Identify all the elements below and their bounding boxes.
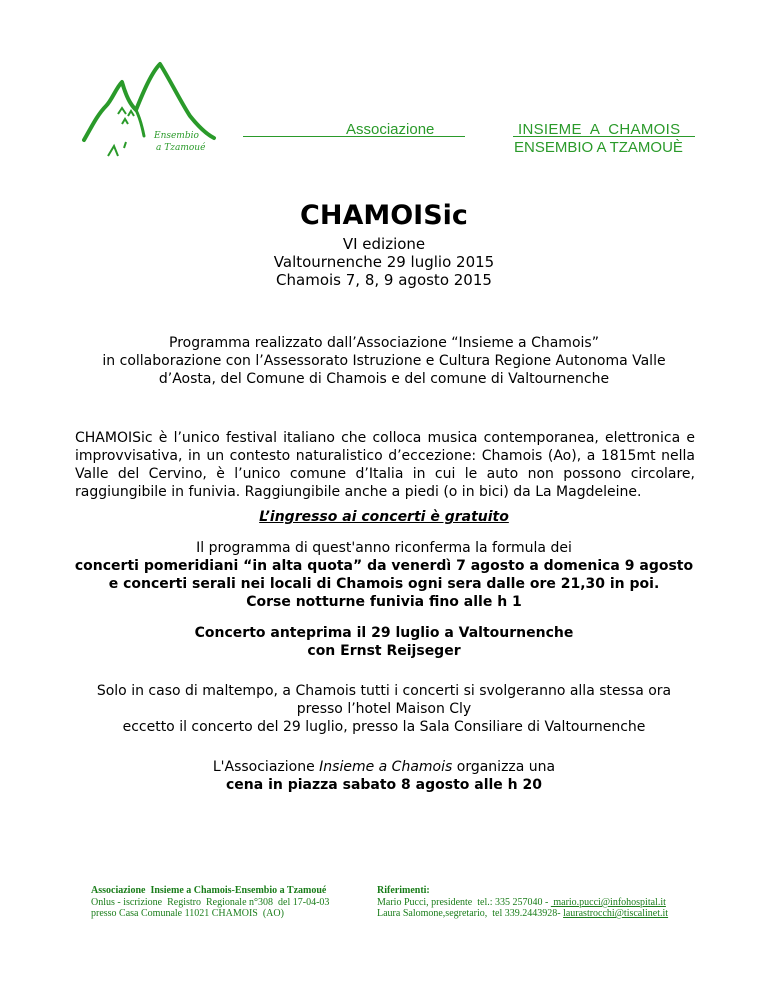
mountain-outline (84, 64, 214, 140)
dinner-suffix: organizza una (452, 759, 556, 775)
festival-description: CHAMOISic è l’unico festival italiano che colloca musica contemporanea, elettronica e improvvisativa, in un contesto naturalistico d’eccezione: Chamois (Ao), a 1815mt nella Valle del Cervino, è l’unico comune d’Italia in cui le auto non possono circolare, raggiungibile in funivia. Raggiungibile anche a piedi (o in bici) da La Magdeleine. (75, 430, 695, 500)
formula-intro: Il programma di quest'anno riconferma la formula dei (196, 540, 572, 556)
association-name-alt: ENSEMBIO A TZAMOUÈ (514, 139, 683, 156)
formula-line-2: e concerti serali nei locali di Chamois ogni sera dalle ore 21,30 in poi. (108, 576, 660, 592)
email-link-laura[interactable]: laurastrocchi@tiscalinet.it (563, 908, 669, 919)
association-name: INSIEME A CHAMOIS (518, 121, 681, 138)
bad-weather-line-1: Solo in caso di maltempo, a Chamois tutti i concerti si svolgeranno alla stessa ora (96, 683, 672, 699)
event-date-1: Valtournenche 29 luglio 2015 (273, 253, 495, 271)
event-edition: VI edizione (342, 235, 426, 253)
program-line-1: Programma realizzato dall’Associazione “Insieme a Chamois” (169, 335, 599, 351)
dinner-prefix: L'Associazione (212, 759, 320, 775)
association-logo (78, 60, 218, 165)
free-entry-text: L’ingresso ai concerti è gratuito (259, 509, 509, 525)
free-entry-note (0, 508, 768, 526)
dinner-line-1 (0, 758, 768, 776)
event-date-2: Chamois 7, 8, 9 agosto 2015 (276, 271, 492, 289)
association-label: Associazione (346, 121, 435, 138)
preview-line-2: con Ernst Reijseger (307, 643, 461, 659)
event-title: CHAMOISic (300, 200, 468, 231)
footer-right-line-1 (377, 897, 666, 908)
footer-right-line-2 (377, 908, 668, 919)
preview-line-1: Concerto anteprima il 29 luglio a Valtournenche (194, 625, 574, 641)
formula-line-3: Corse notturne funivia fino alle h 1 (246, 594, 522, 610)
formula-line-1: concerti pomeridiani “in alta quota” da venerdì 7 agosto a domenica 9 agosto (74, 558, 694, 574)
logo-text-2: a Tzamoué (156, 143, 206, 153)
program-line-3: d’Aosta, del Comune di Chamois e del comune di Valtournenche (158, 371, 610, 387)
mountain-ridge (136, 110, 144, 136)
footer-left-title-text: Associazione Insieme a Chamois-Ensembio a Tzamoué (91, 885, 327, 896)
footer-contact-1: Mario Pucci, presidente tel.: 335 257040 - (377, 897, 551, 908)
footer-left-line-2: presso Casa Comunale 11021 CHAMOIS (AO) (91, 908, 284, 919)
footer-left-title (91, 885, 326, 896)
tree-marks (108, 108, 134, 156)
dinner-line-2: cena in piazza sabato 8 agosto alle h 20 (226, 777, 542, 793)
footer-left-line-1: Onlus - iscrizione Registro Regionale n°308 del 17-04-03 (91, 897, 330, 908)
dinner-assoc-italic: Insieme a Chamois (319, 759, 453, 775)
footer-right-title (377, 885, 430, 896)
bad-weather-line-2: presso l’hotel Maison Cly (296, 701, 472, 717)
footer-contact-2: Laura Salomone,segretario, tel 339.2443928- (377, 908, 564, 919)
program-line-2: in collaborazione con l’Assessorato Istruzione e Cultura Regione Autonoma Valle (102, 353, 666, 369)
email-link-mario[interactable]: mario.pucci@infohospital.it (550, 897, 666, 908)
logo-text-1: Ensembio (154, 131, 199, 141)
bad-weather-line-3: eccetto il concerto del 29 luglio, presso la Sala Consiliare di Valtournenche (122, 719, 646, 735)
footer-right-title-text: Riferimenti: (377, 885, 430, 896)
